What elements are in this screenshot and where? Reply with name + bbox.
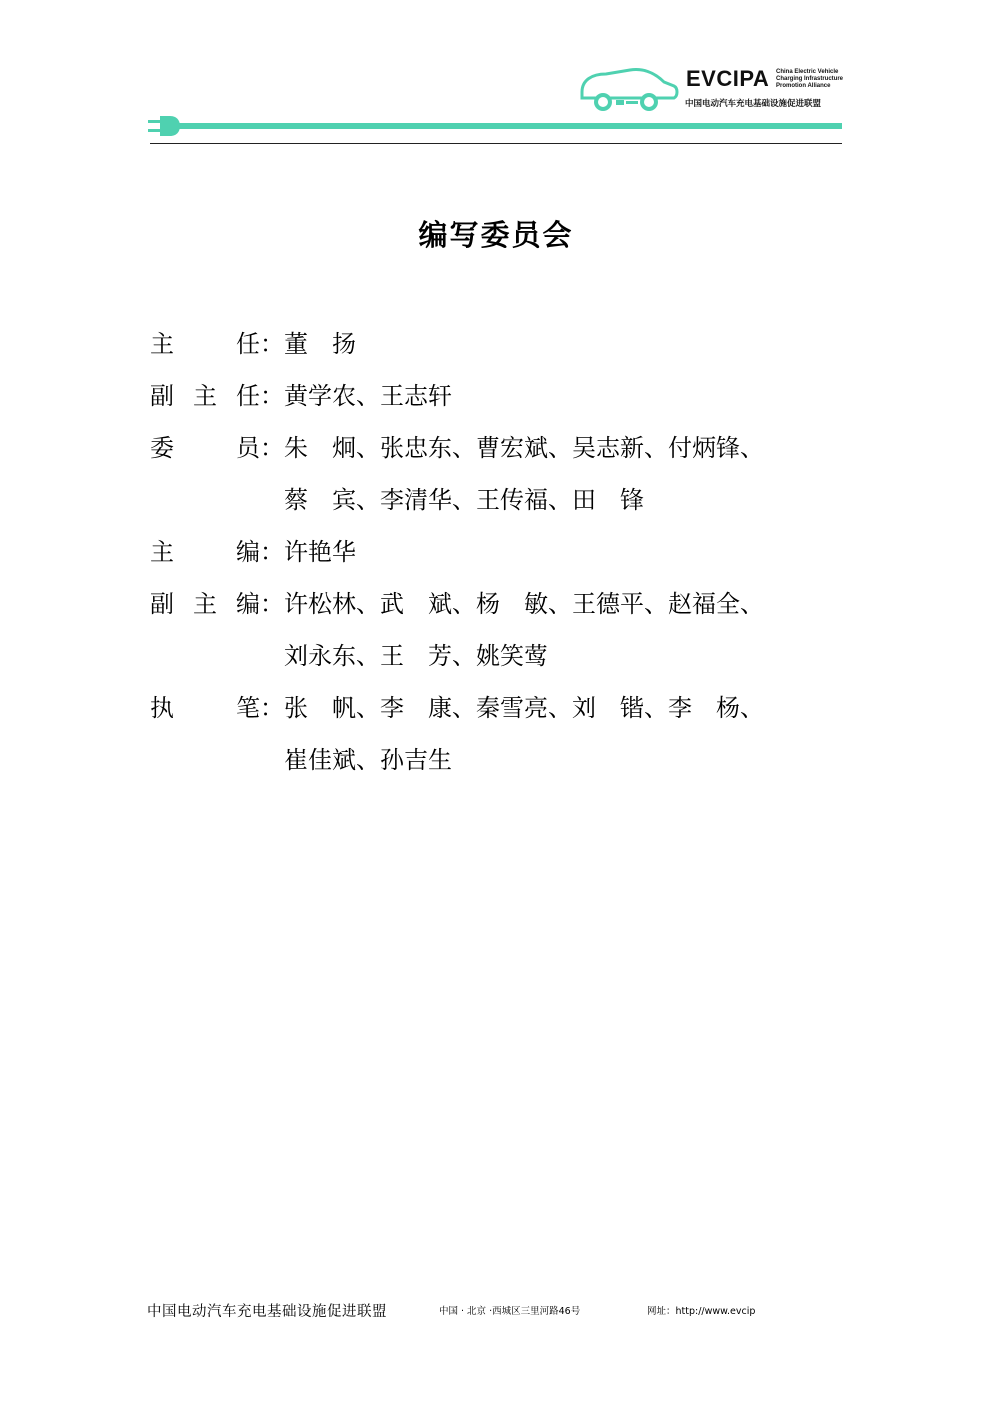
header-rule — [150, 143, 842, 144]
member-names: 张 帆、李 康、秦雪亮、刘 锴、李 杨、 — [284, 694, 764, 722]
role-label: 主 编： — [150, 538, 284, 566]
committee-row-deputy-director — [150, 370, 850, 422]
member-names: 黄学农、王志轩 — [284, 382, 452, 410]
committee-list — [150, 318, 850, 786]
page-footer — [147, 1300, 756, 1321]
role-label: 委 员： — [150, 434, 284, 462]
header-logo — [578, 62, 848, 118]
role-label: 主 任： — [150, 330, 284, 358]
page-title: 编写委员会 — [418, 218, 574, 252]
footer-organization: 中国电动汽车充电基础设施促进联盟 — [147, 1304, 387, 1320]
committee-row-deputy-editor — [150, 578, 850, 630]
member-names: 许艳华 — [284, 538, 356, 566]
plug-bar-decoration — [148, 114, 842, 138]
car-plug-icon — [578, 62, 683, 118]
committee-row-director — [150, 318, 850, 370]
footer-address: 中国 · 北京 ·西城区三里河路46号 — [439, 1306, 581, 1317]
committee-row-writers — [150, 682, 850, 734]
role-label: 副 主 编： — [150, 590, 284, 618]
role-label: 副 主 任： — [150, 382, 284, 410]
brand-name: EVCIPA — [686, 66, 770, 91]
member-names: 刘永东、王 芳、姚笑莺 — [284, 642, 548, 670]
role-label: 执 笔： — [150, 694, 284, 722]
member-names: 蔡 宾、李清华、王传福、田 锋 — [284, 486, 644, 514]
committee-row-writers-cont — [150, 734, 850, 786]
committee-row-deputy-editor-cont — [150, 630, 850, 682]
member-names: 许松林、武 斌、杨 敏、王德平、赵福全、 — [284, 590, 764, 618]
member-names: 董 扬 — [284, 330, 356, 358]
member-names: 崔佳斌、孙吉生 — [284, 746, 452, 774]
member-names: 朱 炯、张忠东、曹宏斌、吴志新、付炳锋、 — [284, 434, 764, 462]
footer-website: 网址：http://www.evcip — [647, 1306, 756, 1317]
committee-row-members — [150, 422, 850, 474]
committee-row-members-cont — [150, 474, 850, 526]
brand-english-name: China Electric Vehicle Charging Infrastructure Promotion Alliance — [776, 69, 844, 89]
brand-chinese-name: 中国电动汽车充电基础设施促进联盟 — [685, 99, 822, 109]
committee-row-chief-editor — [150, 526, 850, 578]
